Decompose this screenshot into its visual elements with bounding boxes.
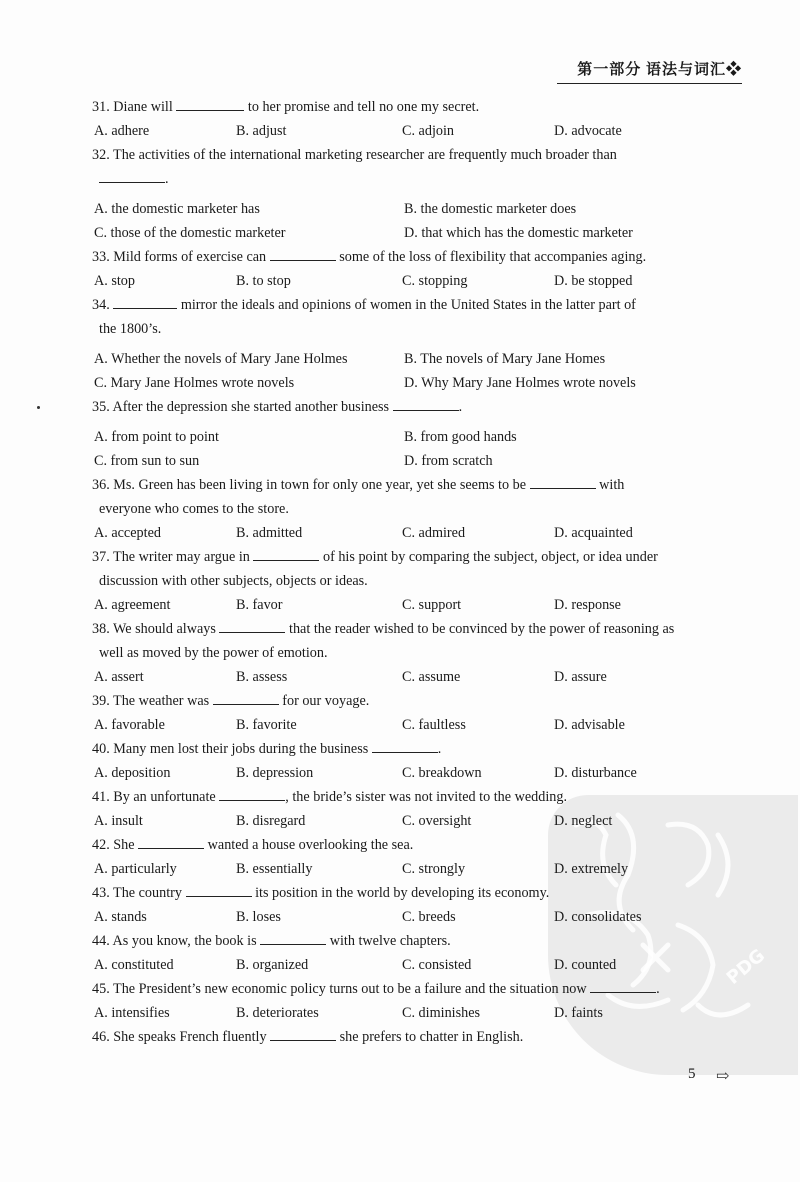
question-item [92, 95, 742, 143]
stem-text: she prefers to chatter in English. [336, 1029, 524, 1045]
answer-option[interactable]: D. response [554, 597, 621, 613]
question-stem [92, 1025, 742, 1049]
question-stem [92, 143, 742, 167]
answer-option[interactable]: B. admitted [236, 525, 303, 541]
answer-option[interactable]: B. deteriorates [236, 1005, 319, 1021]
answer-option[interactable]: C. from sun to sun [94, 453, 200, 469]
question-item [92, 395, 742, 473]
options-group [92, 857, 742, 881]
options-group [92, 593, 742, 617]
section-header: 第一部分 语法与词汇❖ [557, 58, 742, 84]
options-group [92, 953, 742, 977]
question-item [92, 737, 742, 785]
answer-option[interactable]: D. faints [554, 1005, 603, 1021]
stem-text: everyone who comes to the store. [99, 501, 289, 517]
question-item [92, 293, 742, 395]
options-group [92, 713, 742, 737]
answer-blank[interactable] [186, 882, 252, 897]
answer-option[interactable]: B. from good hands [404, 429, 517, 445]
answer-option[interactable]: B. loses [236, 909, 281, 925]
options-group [92, 809, 742, 833]
answer-option[interactable]: A. the domestic marketer has [94, 201, 260, 217]
answer-blank[interactable] [530, 474, 596, 489]
stem-text: . [656, 981, 660, 997]
question-stem [92, 395, 742, 419]
answer-option[interactable]: A. agreement [94, 597, 171, 613]
options-group [92, 119, 742, 143]
question-number: 43. [92, 885, 110, 901]
stem-text: Mild forms of exercise can [113, 249, 270, 265]
question-item [92, 1025, 742, 1049]
answer-blank[interactable] [138, 834, 204, 849]
answer-option[interactable]: C. Mary Jane Holmes wrote novels [94, 375, 295, 391]
answer-blank[interactable] [253, 546, 319, 561]
options-group [92, 1001, 742, 1025]
stem-text: , the bride’s sister was not invited to the wedding. [285, 789, 567, 805]
answer-option[interactable]: C. admired [402, 525, 466, 541]
stem-text: to her promise and tell no one my secret. [244, 99, 480, 115]
answer-option[interactable]: D. assure [554, 669, 607, 685]
answer-option[interactable]: B. favorite [236, 717, 297, 733]
question-number: 44. [92, 933, 110, 949]
answer-option[interactable]: C. consisted [402, 957, 472, 973]
question-item [92, 617, 742, 689]
answer-option[interactable]: A. intensifies [94, 1005, 170, 1021]
stem-text: The weather was [113, 693, 213, 709]
question-stem [92, 785, 742, 809]
answer-option[interactable]: C. diminishes [402, 1005, 481, 1021]
stem-text: some of the loss of flexibility that accompanies aging. [335, 249, 647, 265]
question-stem [92, 833, 742, 857]
question-number: 31. [92, 99, 110, 115]
question-number: 37. [92, 549, 110, 565]
question-number: 46. [92, 1029, 110, 1045]
question-item [92, 245, 742, 293]
answer-option[interactable]: B. adjust [236, 123, 287, 139]
stem-text: its position in the world by developing its economy. [251, 885, 550, 901]
answer-option[interactable]: C. assume [402, 669, 461, 685]
stem-text: She [113, 837, 139, 853]
question-stem-continued [92, 317, 742, 341]
stem-text: As you know, the book is [112, 933, 261, 949]
stem-text: for our voyage. [278, 693, 370, 709]
stem-text: well as moved by the power of emotion. [99, 645, 328, 661]
answer-option[interactable]: D. acquainted [554, 525, 633, 541]
options-group [92, 425, 742, 473]
stem-text: Ms. Green has been living in town for only one year, yet she seems to be [113, 477, 530, 493]
answer-blank[interactable] [260, 930, 326, 945]
answer-blank[interactable] [99, 168, 165, 183]
question-stem [92, 95, 742, 119]
stem-text: Many men lost their jobs during the business [113, 741, 372, 757]
question-item [92, 833, 742, 881]
answer-option[interactable]: B. to stop [236, 273, 291, 289]
question-stem [92, 737, 742, 761]
question-number: 40. [92, 741, 110, 757]
question-item [92, 785, 742, 833]
answer-option[interactable]: C. those of the domestic marketer [94, 225, 286, 241]
question-stem [92, 617, 742, 641]
question-item [92, 929, 742, 977]
options-group [92, 905, 742, 929]
options-group [92, 665, 742, 689]
stem-text: Diane will [113, 99, 177, 115]
question-item [92, 689, 742, 737]
answer-blank[interactable] [219, 786, 285, 801]
answer-option[interactable]: C. stopping [402, 273, 468, 289]
answer-blank[interactable] [372, 738, 438, 753]
stem-text: She speaks French fluently [113, 1029, 271, 1045]
answer-option[interactable]: B. The novels of Mary Jane Homes [404, 351, 606, 367]
answer-blank[interactable] [219, 618, 285, 633]
answer-option[interactable]: A. constituted [94, 957, 174, 973]
question-number: 35. [92, 399, 110, 415]
question-stem [92, 473, 742, 497]
question-number: 38. [92, 621, 110, 637]
answer-blank[interactable] [590, 978, 656, 993]
stem-text: After the depression she started another business [112, 399, 393, 415]
answer-option[interactable]: A. Whether the novels of Mary Jane Holmes [94, 351, 348, 367]
question-number: 41. [92, 789, 110, 805]
stem-text: By an unfortunate [113, 789, 220, 805]
answer-option[interactable]: A. stands [94, 909, 147, 925]
options-group [92, 269, 742, 293]
answer-option[interactable]: A. insult [94, 813, 143, 829]
answer-option[interactable]: A. accepted [94, 525, 161, 541]
question-stem [92, 689, 742, 713]
question-stem [92, 881, 742, 905]
question-number: 42. [92, 837, 110, 853]
question-number: 34. [92, 297, 110, 313]
answer-option[interactable]: D. advocate [554, 123, 622, 139]
question-stem [92, 545, 742, 569]
stem-text: . [437, 741, 442, 757]
stem-text: We should always [113, 621, 220, 637]
answer-option[interactable]: C. support [402, 597, 462, 613]
answer-option[interactable]: B. the domestic marketer does [404, 201, 577, 217]
answer-option[interactable]: C. breeds [402, 909, 456, 925]
answer-option[interactable]: D. neglect [554, 813, 613, 829]
stem-text: with [595, 477, 625, 493]
stem-text: discussion with other subjects, objects or ideas. [99, 573, 368, 589]
question-item [92, 473, 742, 545]
answer-blank[interactable] [113, 294, 177, 309]
answer-option[interactable]: C. adjoin [402, 123, 455, 139]
question-number: 39. [92, 693, 110, 709]
question-number: 32. [92, 147, 110, 163]
stem-text: mirror the ideals and opinions of women in the United States in the latter part of [177, 297, 636, 313]
answer-option[interactable]: C. strongly [402, 861, 466, 877]
answer-option[interactable]: A. adhere [94, 123, 150, 139]
next-page-arrow-icon: ⇨ [716, 1068, 730, 1085]
margin-dot [37, 406, 40, 409]
question-stem-continued [92, 569, 742, 593]
question-list [92, 95, 742, 1049]
question-stem [92, 293, 742, 317]
stem-text: the 1800’s. [99, 321, 162, 337]
answer-option[interactable]: A. deposition [94, 765, 171, 781]
answer-option[interactable]: A. assert [94, 669, 144, 685]
answer-option[interactable]: D. disturbance [554, 765, 637, 781]
answer-blank[interactable] [270, 1026, 336, 1041]
answer-option[interactable]: B. assess [236, 669, 288, 685]
answer-option[interactable]: D. counted [554, 957, 617, 973]
stem-text: The activities of the international marketing researcher are frequently much broader than [113, 147, 617, 163]
stem-text: with twelve chapters. [326, 933, 451, 949]
options-group [92, 761, 742, 785]
stem-text: of his point by comparing the subject, object, or idea under [319, 549, 658, 565]
answer-option[interactable]: D. extremely [554, 861, 629, 877]
answer-option[interactable]: C. oversight [402, 813, 472, 829]
options-group [92, 521, 742, 545]
answer-option[interactable]: A. favorable [94, 717, 165, 733]
question-number: 45. [92, 981, 110, 997]
answer-option[interactable]: D. be stopped [554, 273, 633, 289]
answer-option[interactable]: A. particularly [94, 861, 177, 877]
answer-option[interactable]: B. disregard [236, 813, 306, 829]
page-number: 5 [688, 1066, 696, 1082]
answer-option[interactable]: D. that which has the domestic marketer [404, 225, 633, 241]
question-item [92, 143, 742, 245]
stem-text: wanted a house overlooking the sea. [204, 837, 414, 853]
options-group [92, 347, 742, 395]
answer-option[interactable]: A. from point to point [94, 429, 219, 445]
answer-option[interactable]: D. Why Mary Jane Holmes wrote novels [404, 375, 636, 391]
question-item [92, 881, 742, 929]
answer-option[interactable]: C. faultless [402, 717, 466, 733]
answer-option[interactable]: B. essentially [236, 861, 313, 877]
answer-option[interactable]: B. organized [236, 957, 309, 973]
stem-text: The writer may argue in [113, 549, 254, 565]
answer-option[interactable]: C. breakdown [402, 765, 482, 781]
question-stem [92, 977, 742, 1001]
question-stem [92, 929, 742, 953]
stamp-text: PDG [722, 945, 770, 989]
answer-option[interactable]: B. favor [236, 597, 283, 613]
answer-option[interactable]: D. from scratch [404, 453, 493, 469]
question-number: 36. [92, 477, 110, 493]
answer-blank[interactable] [393, 396, 459, 411]
answer-option[interactable]: D. advisable [554, 717, 625, 733]
stem-text: The country [113, 885, 186, 901]
question-stem-continued [92, 641, 742, 665]
answer-blank[interactable] [270, 246, 336, 261]
question-stem-continued [92, 497, 742, 521]
question-item [92, 545, 742, 617]
answer-option[interactable]: D. consolidates [554, 909, 642, 925]
answer-option[interactable]: B. depression [236, 765, 314, 781]
question-number: 33. [92, 249, 110, 265]
question-stem [92, 245, 742, 269]
answer-blank[interactable] [176, 96, 244, 111]
stem-text: The President’s new economic policy turns out to be a failure and the situation now [113, 981, 591, 997]
answer-option[interactable]: A. stop [94, 273, 135, 289]
stem-text: . [458, 399, 463, 415]
answer-blank[interactable] [213, 690, 279, 705]
stem-text: . [165, 171, 169, 187]
question-stem-continued [92, 167, 742, 191]
question-item [92, 977, 742, 1025]
stem-text: that the reader wished to be convinced by the power of reasoning as [285, 621, 675, 637]
options-group [92, 197, 742, 245]
